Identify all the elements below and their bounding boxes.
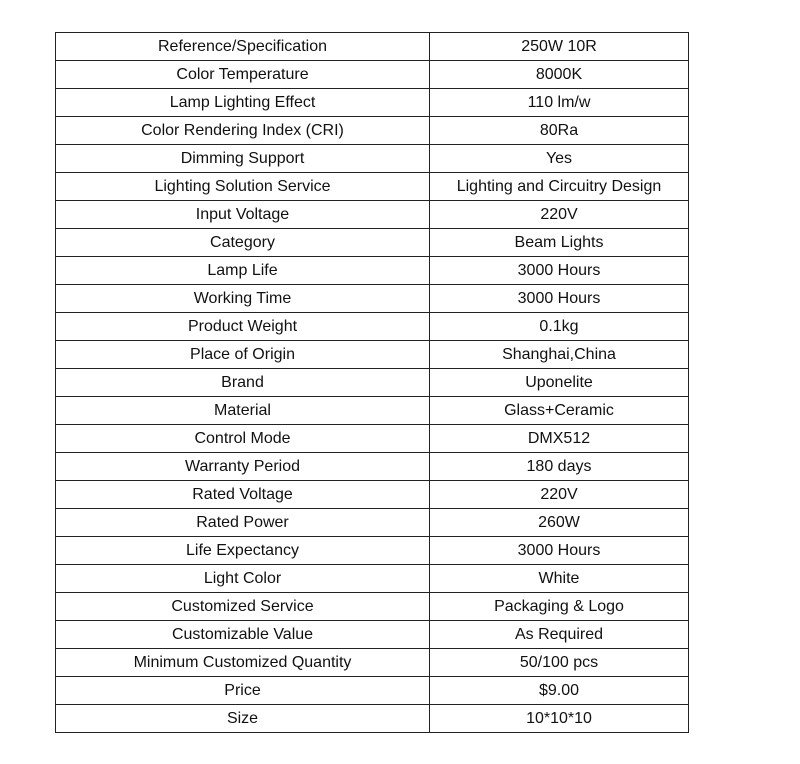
table-row bbox=[56, 677, 689, 705]
table-row bbox=[56, 649, 689, 677]
spec-value-cell: Lighting and Circuitry Design bbox=[430, 173, 689, 201]
spec-value-cell: 3000 Hours bbox=[430, 537, 689, 565]
spec-value-cell: Packaging & Logo bbox=[430, 593, 689, 621]
table-row bbox=[56, 565, 689, 593]
spec-label-cell: Rated Power bbox=[56, 509, 430, 537]
spec-label-cell: Product Weight bbox=[56, 313, 430, 341]
spec-label-cell: Working Time bbox=[56, 285, 430, 313]
table-row bbox=[56, 705, 689, 733]
spec-value-cell: 8000K bbox=[430, 61, 689, 89]
spec-label-cell: Dimming Support bbox=[56, 145, 430, 173]
spec-label-cell: Size bbox=[56, 705, 430, 733]
spec-value-cell: 10*10*10 bbox=[430, 705, 689, 733]
table-row bbox=[56, 509, 689, 537]
spec-value-cell: $9.00 bbox=[430, 677, 689, 705]
table-row bbox=[56, 621, 689, 649]
spec-label-cell: Category bbox=[56, 229, 430, 257]
table-row bbox=[56, 285, 689, 313]
spec-label-cell: Customizable Value bbox=[56, 621, 430, 649]
spec-value-cell: 80Ra bbox=[430, 117, 689, 145]
spec-value-cell: Glass+Ceramic bbox=[430, 397, 689, 425]
spec-label-cell: Lighting Solution Service bbox=[56, 173, 430, 201]
spec-label-cell: Reference/Specification bbox=[56, 33, 430, 61]
table-row bbox=[56, 61, 689, 89]
table-row bbox=[56, 89, 689, 117]
spec-label-cell: Price bbox=[56, 677, 430, 705]
spec-label-cell: Minimum Customized Quantity bbox=[56, 649, 430, 677]
table-row bbox=[56, 257, 689, 285]
spec-value-cell: Uponelite bbox=[430, 369, 689, 397]
spec-label-cell: Place of Origin bbox=[56, 341, 430, 369]
table-row bbox=[56, 397, 689, 425]
spec-label-cell: Life Expectancy bbox=[56, 537, 430, 565]
spec-value-cell: 3000 Hours bbox=[430, 285, 689, 313]
spec-value-cell: DMX512 bbox=[430, 425, 689, 453]
spec-value-cell: 250W 10R bbox=[430, 33, 689, 61]
table-row bbox=[56, 537, 689, 565]
table-row bbox=[56, 481, 689, 509]
spec-table-body bbox=[56, 33, 689, 733]
spec-label-cell: Brand bbox=[56, 369, 430, 397]
table-row bbox=[56, 201, 689, 229]
spec-label-cell: Lamp Lighting Effect bbox=[56, 89, 430, 117]
table-row bbox=[56, 117, 689, 145]
spec-value-cell: 260W bbox=[430, 509, 689, 537]
table-row bbox=[56, 313, 689, 341]
spec-label-cell: Input Voltage bbox=[56, 201, 430, 229]
spec-value-cell: 3000 Hours bbox=[430, 257, 689, 285]
spec-label-cell: Lamp Life bbox=[56, 257, 430, 285]
spec-label-cell: Color Rendering Index (CRI) bbox=[56, 117, 430, 145]
table-row bbox=[56, 425, 689, 453]
table-row bbox=[56, 173, 689, 201]
spec-value-cell: 220V bbox=[430, 481, 689, 509]
spec-label-cell: Customized Service bbox=[56, 593, 430, 621]
spec-label-cell: Warranty Period bbox=[56, 453, 430, 481]
spec-label-cell: Color Temperature bbox=[56, 61, 430, 89]
spec-value-cell: 110 lm/w bbox=[430, 89, 689, 117]
table-row bbox=[56, 593, 689, 621]
spec-value-cell: Beam Lights bbox=[430, 229, 689, 257]
spec-value-cell: As Required bbox=[430, 621, 689, 649]
spec-value-cell: Shanghai,China bbox=[430, 341, 689, 369]
spec-value-cell: White bbox=[430, 565, 689, 593]
table-row bbox=[56, 145, 689, 173]
table-row bbox=[56, 229, 689, 257]
spec-value-cell: Yes bbox=[430, 145, 689, 173]
spec-label-cell: Control Mode bbox=[56, 425, 430, 453]
table-row bbox=[56, 33, 689, 61]
spec-value-cell: 220V bbox=[430, 201, 689, 229]
spec-table bbox=[55, 32, 689, 733]
spec-label-cell: Material bbox=[56, 397, 430, 425]
table-row bbox=[56, 341, 689, 369]
spec-label-cell: Rated Voltage bbox=[56, 481, 430, 509]
spec-value-cell: 50/100 pcs bbox=[430, 649, 689, 677]
table-row bbox=[56, 453, 689, 481]
table-row bbox=[56, 369, 689, 397]
spec-value-cell: 0.1kg bbox=[430, 313, 689, 341]
spec-value-cell: 180 days bbox=[430, 453, 689, 481]
spec-label-cell: Light Color bbox=[56, 565, 430, 593]
